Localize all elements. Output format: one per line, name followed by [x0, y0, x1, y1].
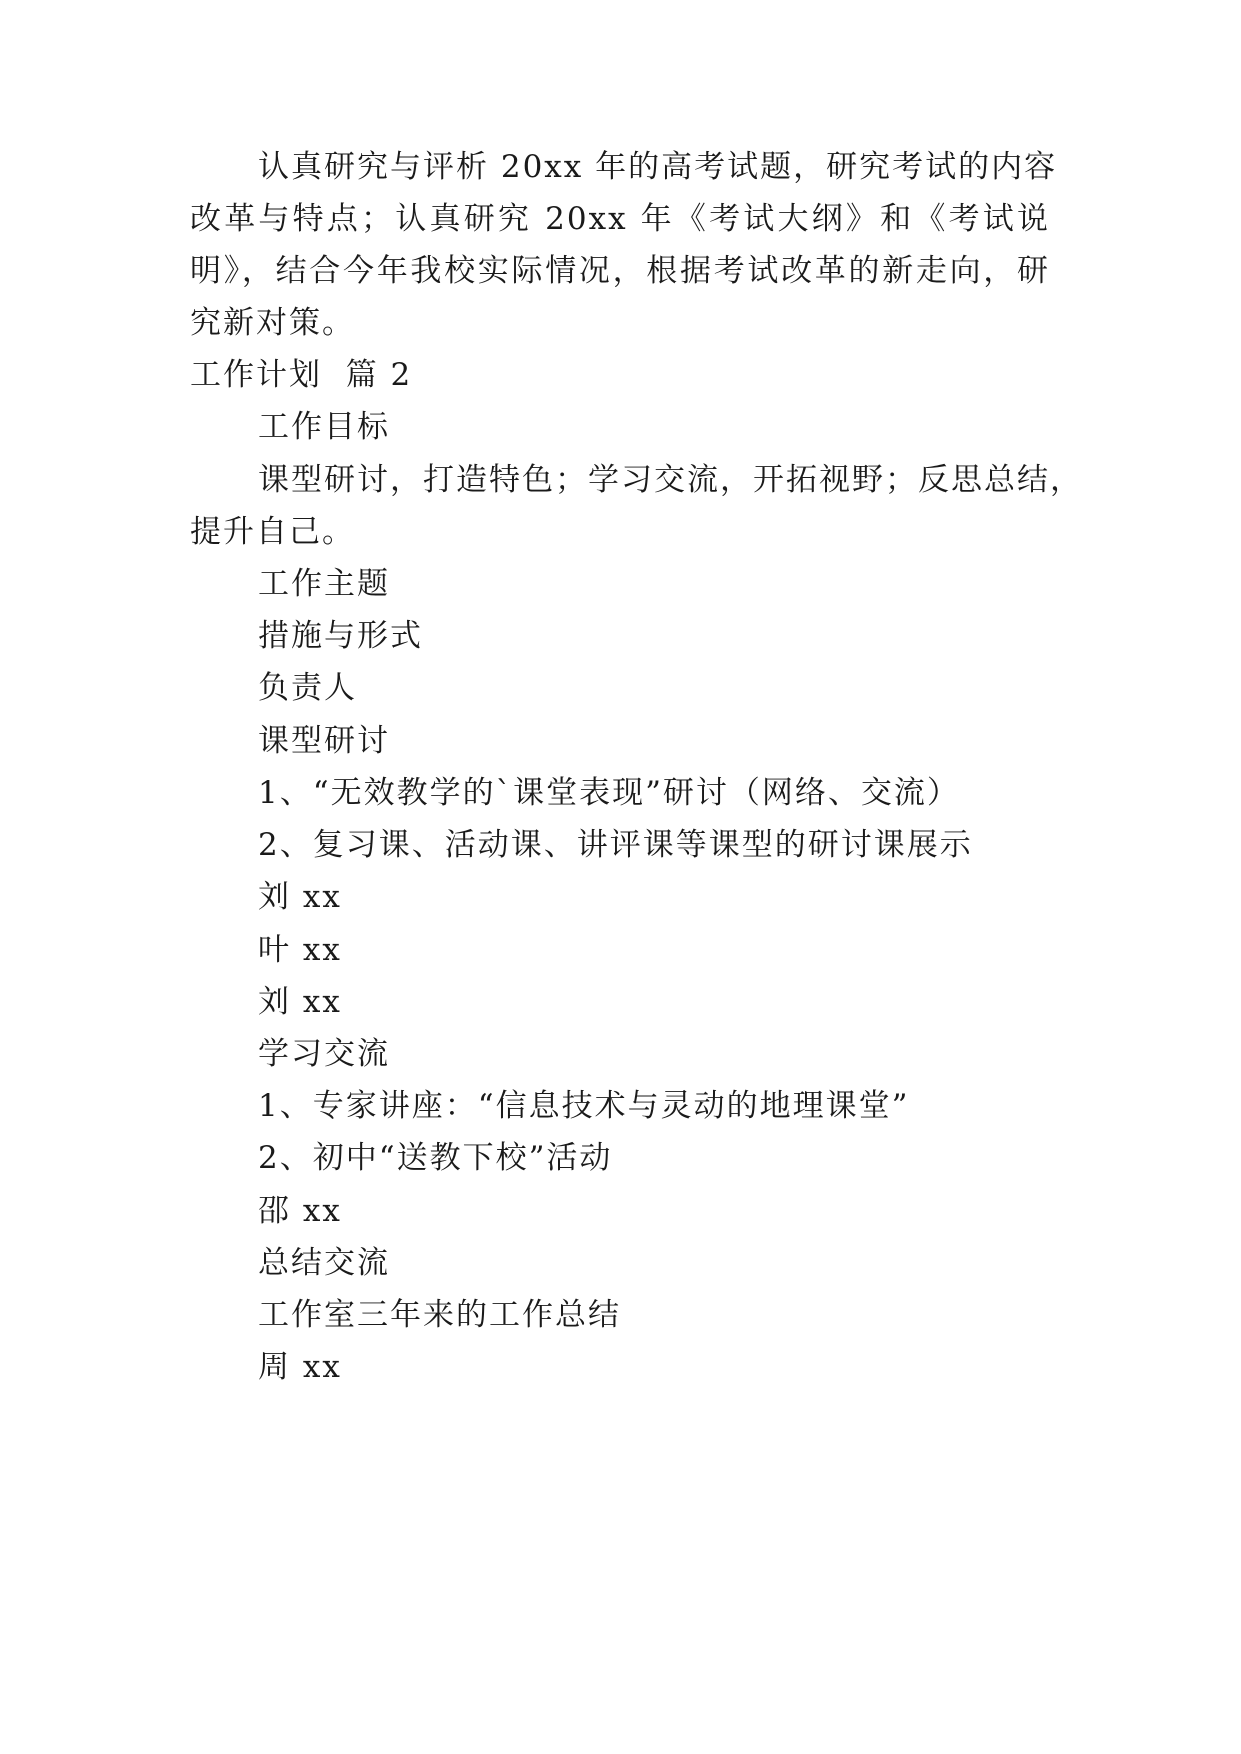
topic-2-measure-2: 2、初中“送教下校”活动 [258, 1140, 613, 1176]
topic-1-owner-1: 刘 xx [258, 879, 342, 915]
work-goal-line-2: 提升自己。 [190, 514, 355, 550]
topic-1-measure-2: 2、复习课、活动课、讲评课等课型的研讨课展示 [258, 827, 973, 863]
header-owner: 负责人 [258, 670, 357, 706]
header-measures: 措施与形式 [258, 618, 423, 654]
topic-2-owner-1: 邵 xx [258, 1193, 342, 1229]
work-goal-line-1: 课型研讨，打造特色；学习交流，开拓视野；反思总结， [258, 462, 1083, 498]
topic-1-title: 课型研讨 [258, 723, 390, 759]
paragraph-1-line-2: 改革与特点；认真研究 20xx 年《考试大纲》和《考试说 [190, 201, 1050, 237]
topic-1-owner-2: 叶 xx [258, 932, 342, 968]
topic-2-measure-1: 1、专家讲座：“信息技术与灵动的地理课堂” [258, 1088, 910, 1124]
topic-3-measure-1: 工作室三年来的工作总结 [258, 1297, 621, 1333]
topic-3-owner-1: 周 xx [258, 1349, 342, 1385]
topic-1-measure-1: 1、“无效教学的`课堂表现”研讨（网络、交流） [258, 775, 960, 811]
work-goal-label: 工作目标 [258, 409, 390, 445]
header-work-topic: 工作主题 [258, 566, 390, 602]
topic-3-title: 总结交流 [258, 1245, 390, 1281]
paragraph-1-line-3: 明》，结合今年我校实际情况，根据考试改革的新走向，研 [190, 253, 1050, 289]
topic-1-owner-3: 刘 xx [258, 984, 342, 1020]
paragraph-1-line-4: 究新对策。 [190, 305, 355, 341]
paragraph-1-line-1: 认真研究与评析 20xx 年的高考试题，研究考试的内容 [258, 149, 1058, 185]
topic-2-title: 学习交流 [258, 1036, 390, 1072]
section-heading: 工作计划 篇 2 [190, 357, 413, 393]
